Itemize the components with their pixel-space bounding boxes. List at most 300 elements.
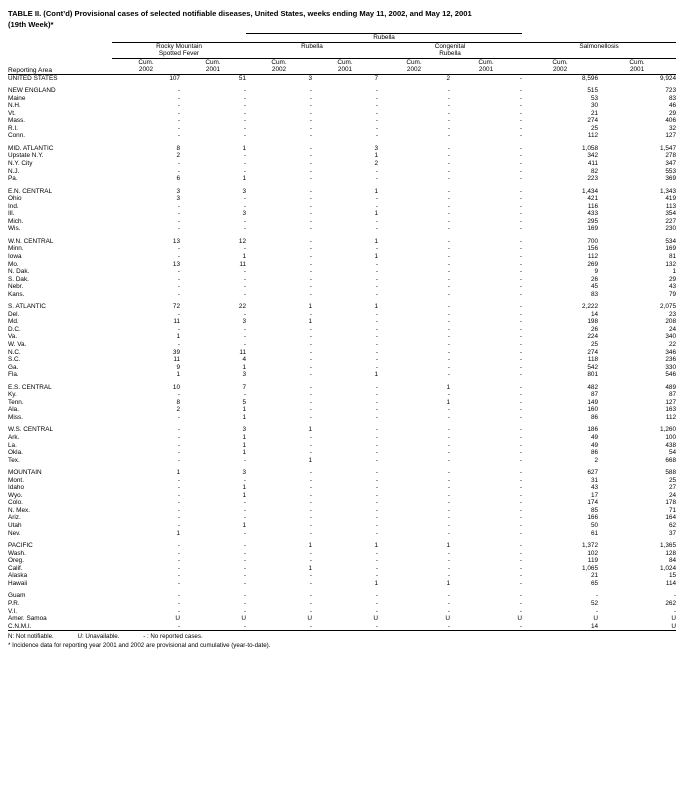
row-value-cell: 85 <box>590 506 599 514</box>
row-value-cell: - <box>177 607 180 615</box>
row-value-cell: 14 <box>590 310 599 318</box>
row-value-cell: - <box>519 514 523 522</box>
row-value-cell: - <box>375 217 378 225</box>
row-value-cell: 1 <box>242 144 246 152</box>
row-value-cell: - <box>447 283 450 291</box>
row-value-cell: 668 <box>665 456 677 464</box>
row-area-label: C.N.M.I. <box>8 622 32 630</box>
row-area-label: Ariz. <box>8 514 21 522</box>
row-value-cell: 113 <box>665 202 677 210</box>
row-value-cell: - <box>447 117 450 125</box>
row-value-cell: - <box>375 275 378 283</box>
row-area-label: Maine <box>8 94 26 102</box>
row-value-cell: 87 <box>668 391 677 399</box>
row-value-cell: - <box>375 268 378 276</box>
row-value-cell: 1 <box>374 210 378 218</box>
row-value-cell: - <box>375 622 378 630</box>
row-value-cell: 1 <box>446 579 450 587</box>
row-value-cell: - <box>447 217 450 225</box>
row-value-cell: 369 <box>665 175 677 183</box>
row-value-cell: - <box>309 449 312 457</box>
row-value-cell: 1,372 <box>582 542 599 550</box>
table-row <box>8 311 676 319</box>
row-value-cell: 29 <box>668 109 677 117</box>
row-value-cell: - <box>447 564 450 572</box>
row-value-cell: - <box>519 363 523 371</box>
row-value-cell: 1 <box>308 303 312 311</box>
row-value-cell: - <box>243 514 246 522</box>
row-value-cell: - <box>177 94 180 102</box>
table-row <box>8 291 676 299</box>
row-value-cell: 1 <box>308 542 312 550</box>
row-value-cell: - <box>177 283 180 291</box>
row-value-cell: - <box>309 406 312 414</box>
row-value-cell: - <box>447 124 450 132</box>
row-value-cell: 31 <box>590 476 599 484</box>
row-value-cell: - <box>177 325 180 333</box>
row-value-cell: - <box>309 599 312 607</box>
row-value-cell: 801 <box>587 371 599 379</box>
row-value-cell: U <box>671 615 677 623</box>
row-area-label: MID. ATLANTIC <box>8 144 54 152</box>
row-value-cell: - <box>309 260 312 268</box>
row-value-cell: 25 <box>590 124 599 132</box>
row-value-cell: - <box>177 132 180 140</box>
row-value-cell: - <box>375 564 378 572</box>
group-header-rocky-mountain-line1: Rocky Mountain <box>112 42 246 50</box>
row-value-cell: - <box>243 152 246 160</box>
row-value-cell: 71 <box>668 506 677 514</box>
row-value-cell: 3 <box>242 426 246 434</box>
row-value-cell: - <box>447 348 450 356</box>
row-value-cell: 17 <box>590 491 599 499</box>
col-header-cum-6: Cum. <box>478 58 494 66</box>
row-value-cell: 1,547 <box>660 144 677 152</box>
row-value-cell: 2,222 <box>582 303 599 311</box>
row-value-cell: - <box>447 514 450 522</box>
row-value-cell: 118 <box>587 356 599 364</box>
row-value-cell: - <box>309 210 312 218</box>
row-value-cell: - <box>375 549 378 557</box>
col-header-cum-7: Cum. <box>552 58 568 66</box>
row-value-cell: 627 <box>587 469 599 477</box>
page-title <box>8 8 676 30</box>
row-area-label: S. Dak. <box>8 275 29 283</box>
row-value-cell: 346 <box>665 348 677 356</box>
table-row <box>8 132 676 140</box>
row-value-cell: - <box>177 592 180 600</box>
table-row <box>8 175 676 183</box>
row-value-cell: - <box>673 607 677 615</box>
row-value-cell: - <box>519 195 523 203</box>
row-value-cell: 114 <box>665 579 677 587</box>
footnote-unavailable: U: Unavailable. <box>77 633 120 641</box>
row-value-cell: - <box>447 303 450 311</box>
row-value-cell: - <box>519 225 523 233</box>
row-area-label: W.S. CENTRAL <box>8 426 54 434</box>
group-header-congenital-line1: Congenital <box>434 42 466 50</box>
col-header-year-7: 2002 <box>522 66 598 74</box>
row-value-cell: 7 <box>242 383 246 391</box>
col-header-cum-8: Cum. <box>629 58 645 66</box>
row-value-cell: - <box>309 102 312 110</box>
row-value-cell: - <box>519 159 523 167</box>
row-value-cell: - <box>309 124 312 132</box>
table-row <box>8 110 676 118</box>
row-value-cell: - <box>375 607 378 615</box>
row-value-cell: - <box>447 268 450 276</box>
row-value-cell: 51 <box>238 74 246 82</box>
row-value-cell: - <box>177 124 180 132</box>
row-value-cell: - <box>519 132 523 140</box>
row-area-label: E.N. CENTRAL <box>8 187 53 195</box>
row-value-cell: 82 <box>590 167 599 175</box>
row-area-label: N.Y. City <box>8 159 33 167</box>
row-value-cell: 15 <box>668 572 677 580</box>
row-value-cell: 119 <box>587 557 599 565</box>
row-value-cell: - <box>447 325 450 333</box>
row-value-cell: - <box>243 499 246 507</box>
row-value-cell: - <box>309 529 312 537</box>
header-row-groups-2 <box>8 50 676 58</box>
row-value-cell: - <box>375 514 378 522</box>
table-row <box>8 477 676 485</box>
table-row <box>8 542 676 550</box>
row-value-cell: 9 <box>594 268 599 276</box>
row-value-cell: - <box>309 592 312 600</box>
row-area-label: PACIFIC <box>8 542 33 550</box>
row-value-cell: 236 <box>665 356 677 364</box>
table-row <box>8 530 676 538</box>
row-value-cell: 1 <box>446 398 450 406</box>
row-value-cell: 1 <box>176 333 180 341</box>
row-value-cell: - <box>375 572 378 580</box>
row-value-cell: - <box>375 406 378 414</box>
row-value-cell: 224 <box>587 333 599 341</box>
row-value-cell: 116 <box>587 202 599 210</box>
table-row <box>8 457 676 465</box>
row-value-cell: 39 <box>172 348 180 356</box>
row-value-cell: - <box>519 74 523 82</box>
row-area-label: Pa. <box>8 175 18 183</box>
row-value-cell: 262 <box>665 599 677 607</box>
row-value-cell: - <box>243 275 246 283</box>
row-value-cell: - <box>309 434 312 442</box>
table-row <box>8 145 676 153</box>
row-value-cell: - <box>309 152 312 160</box>
row-value-cell: - <box>519 529 523 537</box>
row-value-cell: 274 <box>587 117 599 125</box>
row-value-cell: - <box>519 469 523 477</box>
row-area-label: Iowa <box>8 252 22 260</box>
row-value-cell: - <box>177 499 180 507</box>
row-value-cell: 54 <box>668 449 677 457</box>
row-value-cell: - <box>447 210 450 218</box>
footnote-line-2: * Incidence data for reporting year 2001 and 2002 are provisional and cumulative (year-to-date). <box>8 641 271 649</box>
row-value-cell: - <box>519 356 523 364</box>
table-row <box>8 283 676 291</box>
row-value-cell: - <box>309 159 312 167</box>
table-row <box>8 218 676 226</box>
row-value-cell: - <box>177 456 180 464</box>
row-value-cell: - <box>375 469 378 477</box>
page-title-line2: (19th Week)* <box>8 20 54 29</box>
row-value-cell: - <box>519 124 523 132</box>
header-row-cum <box>8 58 676 66</box>
row-value-cell: - <box>375 522 378 530</box>
row-value-cell: - <box>519 318 523 326</box>
row-value-cell: - <box>177 449 180 457</box>
row-value-cell: - <box>243 333 246 341</box>
row-value-cell: 1 <box>308 456 312 464</box>
table-row <box>8 426 676 434</box>
row-value-cell: - <box>309 572 312 580</box>
table-row <box>8 608 676 616</box>
table-row <box>8 152 676 160</box>
row-value-cell: 3 <box>176 187 180 195</box>
row-value-cell: - <box>519 491 523 499</box>
row-value-cell: - <box>309 607 312 615</box>
row-value-cell: - <box>309 356 312 364</box>
row-value-cell: 1 <box>242 441 246 449</box>
row-value-cell: - <box>177 434 180 442</box>
row-value-cell: - <box>447 175 450 183</box>
row-value-cell: - <box>519 406 523 414</box>
footnote-line-1 <box>8 633 676 641</box>
row-value-cell: - <box>375 117 378 125</box>
row-value-cell: 1 <box>446 542 450 550</box>
row-value-cell: - <box>243 167 246 175</box>
row-value-cell: - <box>309 491 312 499</box>
row-value-cell: - <box>375 225 378 233</box>
row-value-cell: 438 <box>665 441 677 449</box>
row-area-label: P.R. <box>8 599 20 607</box>
row-value-cell: - <box>243 341 246 348</box>
row-value-cell: - <box>375 109 378 117</box>
row-value-cell: - <box>519 245 523 253</box>
row-value-cell: - <box>309 283 312 291</box>
row-value-cell: - <box>177 167 180 175</box>
row-value-cell: 546 <box>665 371 677 379</box>
row-value-cell: 482 <box>587 383 599 391</box>
row-area-label: Ind. <box>8 202 19 210</box>
row-value-cell: - <box>519 202 523 210</box>
row-value-cell: 406 <box>665 117 677 125</box>
row-value-cell: 1 <box>374 303 378 311</box>
row-value-cell: - <box>519 325 523 333</box>
row-value-cell: 24 <box>668 491 677 499</box>
row-value-cell: 149 <box>587 398 599 406</box>
table-row <box>8 326 676 334</box>
table-row <box>8 364 676 372</box>
row-value-cell: U <box>241 615 246 623</box>
row-area-label: Idaho <box>8 484 24 492</box>
table-row <box>8 203 676 211</box>
row-value-cell: 1 <box>242 484 246 492</box>
table-row <box>8 600 676 608</box>
row-value-cell: - <box>243 310 246 318</box>
row-value-cell: 1,065 <box>582 564 599 572</box>
row-value-cell: - <box>447 225 450 233</box>
row-value-cell: 11 <box>173 356 180 364</box>
row-value-cell: - <box>375 499 378 507</box>
col-header-year-5: 2002 <box>378 66 450 74</box>
row-value-cell: - <box>375 260 378 268</box>
row-value-cell: - <box>519 152 523 160</box>
table-row <box>8 195 676 203</box>
row-value-cell: - <box>177 159 180 167</box>
row-value-cell: - <box>519 175 523 183</box>
row-value-cell: U <box>175 615 180 623</box>
row-value-cell: - <box>519 252 523 260</box>
table-row <box>8 160 676 168</box>
row-value-cell: - <box>309 275 312 283</box>
row-value-cell: - <box>447 434 450 442</box>
row-area-label: UNITED STATES <box>8 74 58 82</box>
row-value-cell: U <box>307 615 312 623</box>
col-header-year-2: 2001 <box>180 66 246 74</box>
row-value-cell: 83 <box>590 290 599 298</box>
row-value-cell: - <box>375 94 378 102</box>
row-value-cell: 174 <box>587 499 599 507</box>
row-value-cell: - <box>447 469 450 477</box>
row-value-cell: 347 <box>665 159 677 167</box>
row-value-cell: 553 <box>665 167 677 175</box>
row-value-cell: 2 <box>594 456 599 464</box>
row-value-cell: 723 <box>665 87 677 95</box>
row-area-label: Hawaii <box>8 579 28 587</box>
row-area-label: Mich. <box>8 217 24 225</box>
row-value-cell: - <box>447 441 450 449</box>
row-value-cell: - <box>595 607 599 615</box>
row-area-label: Amer. Samoa <box>8 615 47 623</box>
group-header-rocky-mountain-line2: Spotted Fever <box>112 50 246 58</box>
row-value-cell: - <box>177 310 180 318</box>
row-value-cell: - <box>309 268 312 276</box>
row-area-label: S.C. <box>8 356 21 364</box>
row-value-cell: 1 <box>672 268 677 276</box>
row-value-cell: - <box>243 391 246 399</box>
row-area-label: Miss. <box>8 413 23 421</box>
row-value-cell: - <box>177 87 180 95</box>
row-value-cell: 186 <box>587 426 599 434</box>
row-value-cell: - <box>375 132 378 140</box>
table-row <box>8 572 676 580</box>
row-value-cell: 342 <box>587 152 599 160</box>
row-value-cell: 22 <box>238 303 246 311</box>
row-value-cell: 2,075 <box>660 303 677 311</box>
row-value-cell: - <box>309 187 312 195</box>
row-area-label: Wis. <box>8 225 21 233</box>
row-value-cell: U <box>593 615 599 623</box>
row-value-cell: - <box>375 124 378 132</box>
table-row <box>8 484 676 492</box>
row-area-label: Minn. <box>8 245 24 253</box>
row-value-cell: 1 <box>446 383 450 391</box>
row-value-cell: - <box>375 318 378 326</box>
row-value-cell: - <box>177 252 180 260</box>
row-value-cell: - <box>309 325 312 333</box>
row-value-cell: - <box>243 607 246 615</box>
row-value-cell: - <box>243 572 246 580</box>
row-value-cell: 1 <box>374 152 378 160</box>
row-value-cell: 1 <box>176 371 180 379</box>
table-row <box>8 210 676 218</box>
row-value-cell: - <box>447 318 450 326</box>
row-value-cell: 8,596 <box>582 74 599 82</box>
row-value-cell: 3 <box>242 210 246 218</box>
table-row <box>8 74 676 82</box>
col-header-year-8: 2001 <box>598 66 676 74</box>
table-row <box>8 399 676 407</box>
row-value-cell: - <box>447 102 450 110</box>
row-value-cell: - <box>177 117 180 125</box>
row-area-label: Guam <box>8 592 26 600</box>
row-value-cell: 9,924 <box>660 74 677 82</box>
row-value-cell: - <box>309 549 312 557</box>
row-value-cell: 178 <box>665 499 677 507</box>
row-value-cell: 13 <box>172 237 180 245</box>
table-row <box>8 623 676 631</box>
group-header-salmonellosis: Salmonellosis <box>522 42 676 50</box>
table-row <box>8 276 676 284</box>
row-value-cell: - <box>243 87 246 95</box>
row-value-cell: 8 <box>176 144 180 152</box>
row-area-label: Vt. <box>8 109 16 117</box>
row-value-cell: - <box>447 456 450 464</box>
row-value-cell: 1,024 <box>660 564 677 572</box>
row-value-cell: 227 <box>665 217 677 225</box>
row-value-cell: - <box>309 167 312 175</box>
row-value-cell: - <box>243 290 246 298</box>
table-row <box>8 507 676 515</box>
row-value-cell: 230 <box>665 225 677 233</box>
row-area-label: N.J. <box>8 167 20 175</box>
row-value-cell: 3 <box>176 195 180 203</box>
row-value-cell: - <box>519 579 523 587</box>
row-value-cell: - <box>177 102 180 110</box>
row-value-cell: 1 <box>374 542 378 550</box>
header-row-groups <box>8 42 676 50</box>
row-value-cell: - <box>519 592 523 600</box>
row-value-cell: 13 <box>172 260 180 268</box>
col-header-year-3: 2002 <box>246 66 312 74</box>
col-header-year-1: 2002 <box>112 66 180 74</box>
group-header-rubella-top: Rubella <box>246 34 522 43</box>
row-value-cell: - <box>309 252 312 260</box>
row-value-cell: - <box>243 622 246 630</box>
row-value-cell: - <box>309 413 312 421</box>
row-value-cell: - <box>243 592 246 600</box>
table-row <box>8 188 676 196</box>
row-value-cell: 1 <box>242 434 246 442</box>
row-value-cell: 37 <box>668 529 677 537</box>
row-value-cell: - <box>519 333 523 341</box>
row-value-cell: - <box>177 441 180 449</box>
row-value-cell: - <box>447 506 450 514</box>
row-area-label: Conn. <box>8 132 26 140</box>
row-value-cell: 83 <box>668 94 677 102</box>
row-area-label: Ark. <box>8 434 20 442</box>
row-value-cell: 700 <box>587 237 599 245</box>
row-value-cell: - <box>375 476 378 484</box>
row-value-cell: - <box>375 175 378 183</box>
row-value-cell: - <box>519 549 523 557</box>
row-value-cell: 43 <box>590 484 599 492</box>
row-area-label: Tex. <box>8 456 20 464</box>
row-value-cell: - <box>447 426 450 434</box>
row-area-label: Ill. <box>8 210 15 218</box>
